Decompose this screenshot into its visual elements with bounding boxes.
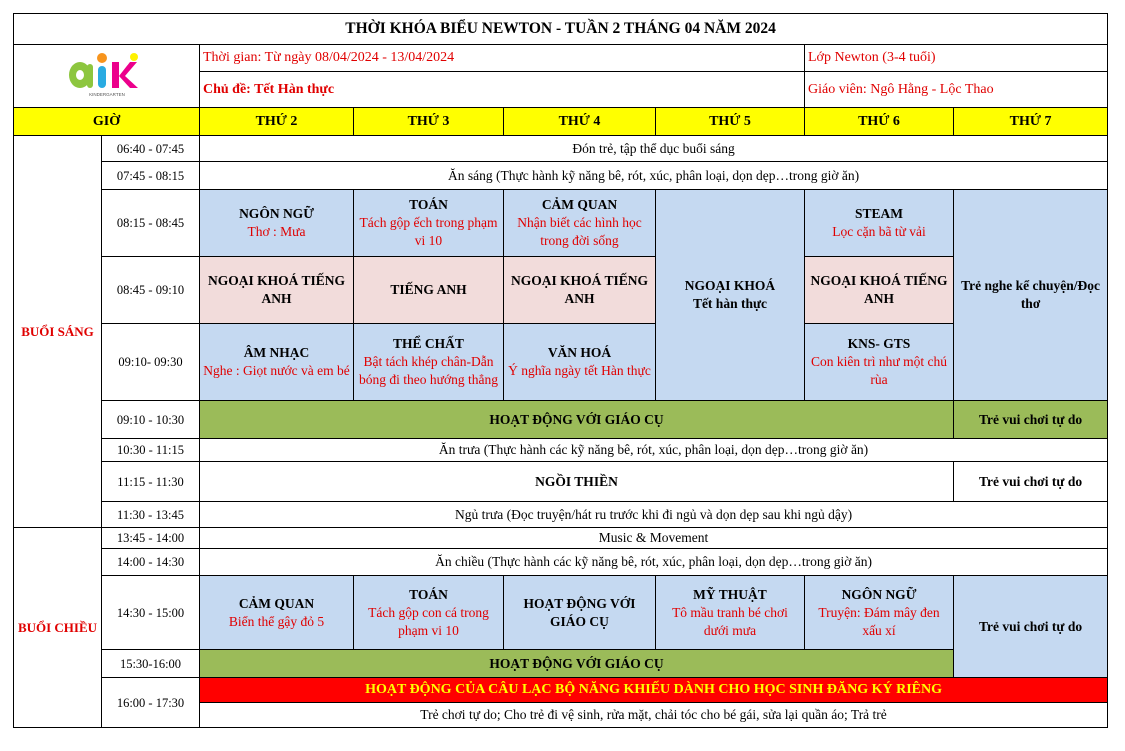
time-slot: 11:15 - 11:30 (102, 462, 200, 502)
activity-row: Music & Movement (200, 528, 1108, 549)
time-slot: 08:15 - 08:45 (102, 190, 200, 257)
header-day: THỨ 2 (200, 108, 354, 136)
header-day: THỨ 5 (656, 108, 805, 136)
lesson-detail: Nghe : Giọt nước và em bé (203, 363, 350, 378)
theme-label: Chủ đề: Tết Hàn thực (200, 72, 805, 108)
lesson-cell (656, 576, 805, 650)
lesson-detail: Tết hàn thực (692, 296, 768, 311)
activity-cell: Trẻ vui chơi tự do (954, 576, 1108, 678)
activity-row: Ăn sáng (Thực hành kỹ năng bê, rót, xúc, phân loại, dọn dẹp…trong giờ ăn) (200, 162, 1108, 190)
time-slot: 06:40 - 07:45 (102, 136, 200, 162)
lesson-subject: VĂN HOÁ (547, 345, 612, 360)
lesson-cell (656, 190, 805, 401)
time-slot: 14:00 - 14:30 (102, 549, 200, 576)
lesson-cell (354, 576, 504, 650)
lesson-cell: NGOẠI KHOÁ TIẾNG ANH (504, 257, 656, 324)
activity-cell: Trẻ vui chơi tự do (954, 462, 1108, 502)
time-slot: 11:30 - 13:45 (102, 502, 200, 528)
lesson-cell (504, 190, 656, 257)
lesson-detail: Tách gộp ếch trong phạm vi 10 (359, 215, 498, 248)
lesson-detail: Biển thể gậy đỏ 5 (228, 613, 325, 629)
activity-bar: HOẠT ĐỘNG VỚI GIÁO CỤ (200, 401, 954, 439)
activity-row: Đón trẻ, tập thể dục buổi sáng (200, 136, 1108, 162)
lesson-cell (200, 190, 354, 257)
activity-row: NGỒI THIỀN (200, 462, 954, 502)
lesson-detail: Lọc cặn bã từ vải (832, 224, 926, 239)
lesson-subject: STEAM (854, 206, 903, 221)
lesson-subject: CẢM QUAN (238, 595, 315, 611)
time-range-label: Thời gian: Từ ngày 08/04/2024 - 13/04/2024 (200, 45, 805, 72)
logo-cell (14, 45, 200, 108)
lesson-detail: Bật tách khép chân-Dẫn bóng đi theo hướng thẳng (359, 354, 498, 387)
lesson-detail: Truyện: Đám mây đen xấu xí (818, 604, 940, 638)
lesson-cell (354, 324, 504, 401)
lesson-detail: Con kiên trì như một chú rùa (811, 354, 947, 387)
lesson-subject: HOẠT ĐỘNG VỚI GIÁO CỤ (523, 595, 636, 629)
timetable (13, 13, 1108, 728)
time-slot: 14:30 - 15:00 (102, 576, 200, 650)
lesson-detail: Tách gộp con cá trong phạm vi 10 (368, 604, 489, 638)
header-time: GIỜ (14, 108, 200, 136)
header-day: THỨ 7 (954, 108, 1108, 136)
time-slot: 16:00 - 17:30 (102, 678, 200, 728)
lesson-detail: Thơ : Mưa (247, 224, 306, 239)
lesson-cell (805, 576, 954, 650)
lesson-cell (200, 576, 354, 650)
timetable-title: THỜI KHÓA BIỂU NEWTON - TUẦN 2 THÁNG 04 NĂM 2024 (14, 14, 1108, 45)
lesson-detail: Nhận biết các hình học trong đời sống (517, 215, 642, 248)
activity-bar: HOẠT ĐỘNG VỚI GIÁO CỤ (200, 650, 954, 678)
header-day: THỨ 6 (805, 108, 954, 136)
lesson-detail: Ý nghĩa ngày tết Hàn thực (508, 363, 651, 378)
time-slot: 07:45 - 08:15 (102, 162, 200, 190)
activity-cell: Trẻ vui chơi tự do (954, 401, 1108, 439)
time-slot: 13:45 - 14:00 (102, 528, 200, 549)
lesson-subject: THỂ CHẤT (393, 336, 464, 351)
activity-row: Ăn chiều (Thực hành các kỹ năng bê, rót, xúc, phân loại, dọn dẹp…trong giờ ăn) (200, 549, 1108, 576)
lesson-subject: ÂM NHẠC (243, 345, 310, 360)
lesson-subject: NGÔN NGỮ (239, 206, 314, 221)
aik-logo-icon (62, 48, 152, 100)
lesson-subject: TOÁN (409, 586, 448, 602)
logo-tagline: KINDERGARTEN (88, 91, 125, 97)
activity-row: Ăn trưa (Thực hành các kỹ năng bê, rót, xúc, phân loại, dọn dẹp…trong giờ ăn) (200, 439, 1108, 462)
lesson-cell (805, 190, 954, 257)
time-slot: 15:30-16:00 (102, 650, 200, 678)
time-slot: 09:10 - 10:30 (102, 401, 200, 439)
lesson-subject: KNS- GTS (847, 336, 911, 351)
lesson-cell (200, 324, 354, 401)
header-day: THỨ 4 (504, 108, 656, 136)
school-logo (62, 48, 152, 100)
lesson-detail: Tô mầu tranh bé chơi dưới mưa (672, 604, 788, 638)
lesson-subject: MỸ THUẬT (693, 586, 767, 602)
lesson-cell (504, 324, 656, 401)
lesson-cell: NGOẠI KHOÁ TIẾNG ANH (805, 257, 954, 324)
time-slot: 09:10- 09:30 (102, 324, 200, 401)
class-label: Lớp Newton (3-4 tuổi) (805, 45, 1108, 72)
teacher-label: Giáo viên: Ngô Hằng - Lộc Thao (805, 72, 1108, 108)
session-afternoon: BUỔI CHIỀU (14, 528, 102, 728)
activity-row: Ngủ trưa (Đọc truyện/hát ru trước khi đi ngủ và dọn dẹp sau khi ngủ dậy) (200, 502, 1108, 528)
lesson-cell: Trẻ nghe kể chuyện/Đọc thơ (954, 190, 1108, 401)
activity-row: Trẻ chơi tự do; Cho trẻ đi vệ sinh, rửa mặt, chải tóc cho bé gái, sửa lại quần áo; Trả trẻ (200, 703, 1108, 728)
lesson-subject: CẢM QUAN (541, 197, 618, 212)
lesson-cell: TIẾNG ANH (354, 257, 504, 324)
lesson-subject: NGOẠI KHOÁ (684, 278, 776, 293)
time-slot: 08:45 - 09:10 (102, 257, 200, 324)
session-morning: BUỔI SÁNG (14, 136, 102, 528)
header-day: THỨ 3 (354, 108, 504, 136)
lesson-cell (805, 324, 954, 401)
lesson-subject: NGÔN NGỮ (841, 586, 917, 602)
club-activity-banner: HOẠT ĐỘNG CỦA CÂU LẠC BỘ NĂNG KHIẾU DÀNH CHO HỌC SINH ĐĂNG KÝ RIÊNG (200, 678, 1108, 703)
time-slot: 10:30 - 11:15 (102, 439, 200, 462)
lesson-cell (504, 576, 656, 650)
lesson-cell (354, 190, 504, 257)
lesson-cell: NGOẠI KHOÁ TIẾNG ANH (200, 257, 354, 324)
lesson-subject: TOÁN (409, 197, 448, 212)
